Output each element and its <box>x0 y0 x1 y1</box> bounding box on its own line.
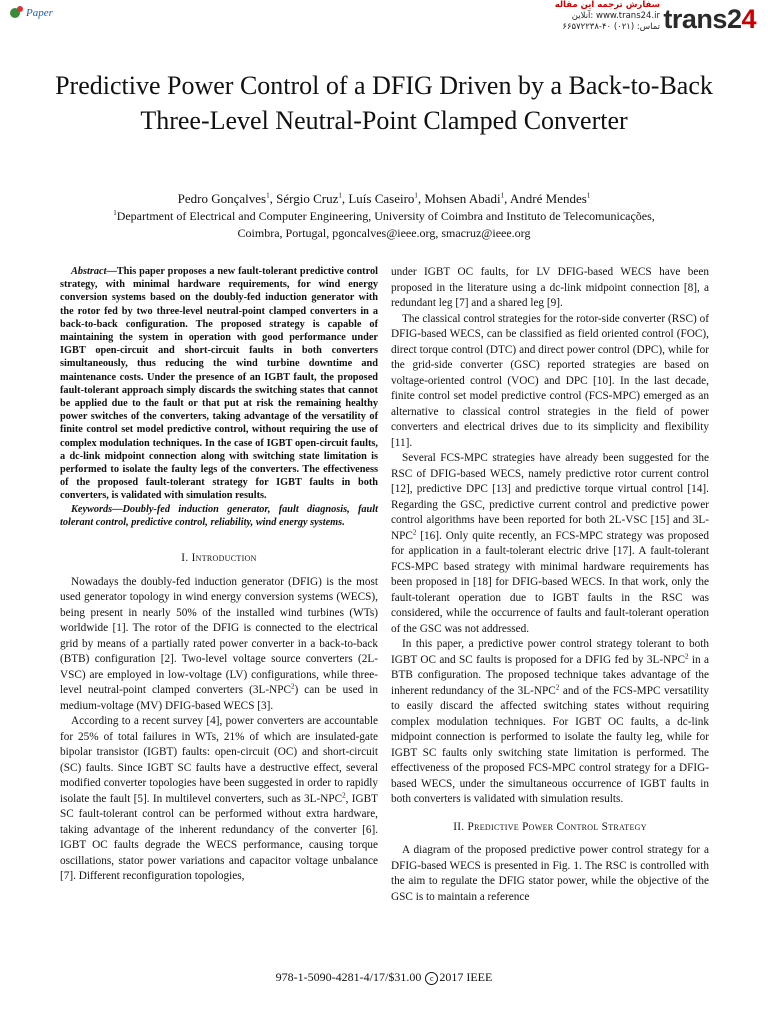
author-affil-mark: 1 <box>500 191 505 200</box>
keywords-label: Keywords <box>71 503 113 515</box>
affil-mark: 1 <box>113 209 117 217</box>
paper-title: Predictive Power Control of a DFIG Driven by a Back-to-Back Three-Level Neutral-Point Clamped Converter <box>55 71 713 135</box>
intro-paragraph-3: The classical control strategies for the rotor-side converter (RSC) of DFIG-based WECS, can be classified as field oriented control (FOC), direct torque control (DTC) and direct power control (DPC), while for the grid-side converter (GSC) reported strategies are based on voltage-oriented control (VOC) and DPC [10]. In the last decade, finite control set model predictive control (FCS-MPC) emerged as an alternative to classical control strategies in the field of power converters and electrical drives due to its simplicity and flexibility [11]. <box>391 312 709 449</box>
intro-paragraph-5: In this paper, a predictive power control strategy tolerant to both IGBT OC and SC faults is proposed for a DFIG fed by 3L-NPC$^2$ in a BTB configuration. The proposed technique takes advantage of the inherent redundancy of the 3L-NPC$^2$ and of the FCS-MPC versatility to easily discard the affected switching states without requiring complex modulation techniques. For IGBT OC faults, a dc-link midpoint connection is performed to isolate the faulty leg, while for IGBT SC faults only switching state limitation is performed. The effectiveness of the proposed FCS-MPC control strategy for a DFIG-based WECS, under the simultaneous occurrence of IGBT faults in both converters is validated with simulation results. <box>391 638 709 805</box>
page-header-banner <box>0 0 768 40</box>
affiliation-line2: Coimbra, Portugal, pgoncalves@ieee.org, smacruz@ieee.org <box>237 226 531 240</box>
abstract-label: Abstract <box>71 266 107 277</box>
intro-paragraph-4: Several FCS-MPC strategies have already been suggested for the RSC of DFIG-based WECS, namely predictive rotor current control [12], predictive DPC [13] and predictive torque virtual control [14]. Regarding the GSC, predictive current control and predictive power control algorithms have been reported for both 2L-VSC [15] and 3L-NPC$^2$ [16]. Only quite recently, an FCS-MPC strategy was proposed for application in a fault-tolerant electric drive [17]. A fault-tolerant FCS-MPC based strategy with minimal hardware requirements has been proposed in [18] for DFIG-based WECS. In that work, only the fault-tolerant operation due to IGBT faults in the RSC was considered, while the occurrence of faults and fault-tolerant operation of the GSC was not addressed. <box>391 452 709 635</box>
author-name: Sérgio Cruz <box>276 191 339 206</box>
translation-ad-text <box>510 0 660 33</box>
author-name: Luís Caseiro <box>348 191 415 206</box>
copyright-icon: c <box>425 972 438 985</box>
trans24-logo <box>663 4 756 35</box>
affiliation <box>40 208 728 242</box>
author-affil-mark: 1 <box>586 191 591 200</box>
footer-isbn: 978-1-5090-4281-4/17/$31.00 <box>275 970 422 984</box>
intro-paragraph-2-continued: under IGBT OC faults, for LV DFIG-based WECS have been proposed in the literature using a dc-link midpoint connection [8], a redundant leg [7] and a shared leg [9]. <box>391 266 709 309</box>
footer-year-org: 2017 IEEE <box>439 970 493 984</box>
keywords-text: —Doubly-fed induction generator, fault diagnosis, fault tolerant control, predictive control, reliability, wind energy systems. <box>60 503 378 528</box>
translation-ad-line1: سفارش ترجمه این مقاله <box>554 0 660 10</box>
page-footer <box>0 970 768 985</box>
right-column <box>391 265 709 905</box>
author-name: Pedro Gonçalves <box>177 191 267 206</box>
abstract-text: —This paper proposes a new fault-tolerant predictive control strategy, with minimal hardware requirements, for wind energy conversion systems based on the doubly-fed induction generator with the rotor fed by two three-level neutral-point clamped converters in a back-to-back configuration. The proposed strategy is capable of maintaining the system in operation with good performance under IGBT open-circuit and short-circuit faults in both converters simultaneously, thus reducing the wind turbine downtime and maintenance costs. Under the presence of an IGBT fault, the proposed fault-tolerant approach simply discards the switching states that cannot be applied due to the fault or that put at risk the remaining healthy power switches of the converters, taking advantage of the versatility of finite control set model predictive control, without requiring the use of complex modulation techniques. In the case of IGBT open-circuit faults, a dc-link midpoint connection along with switching state limitation is performed to isolate the faulty legs of the converters. The effectiveness of the proposed fault-tolerant strategy for IGBT faults in both converters, is validated with simulation results. <box>60 266 378 502</box>
keywords <box>60 503 378 529</box>
author-affil-mark: 1 <box>414 191 418 200</box>
abstract <box>60 265 378 503</box>
left-column <box>60 265 378 885</box>
affiliation-line1: Department of Electrical and Computer Engineering, University of Coimbra and Instituto de Telecomunicações, <box>116 209 655 223</box>
trans24-logo-accent: 4 <box>741 4 756 34</box>
author-affil-mark: 1 <box>338 191 342 200</box>
intro-paragraph-1: Nowadays the doubly-fed induction generator (DFIG) is the most used generator topology in wind energy conversion systems (WECS), being present in nearly 50% of the installed wind turbines (WTs) worldwide [1]. The rotor of the DFIG is connected to the electrical grid by means of a partially rated power converter in a back-to-back (BTB) configuration [2]. Two-level voltage source converters (2L-VSC) are employed in low-voltage (LV) configurations, while three-level neutral-point clamped converters (3L-NPC$^2$) can be used in medium-voltage (MV) DFIG-based WECS [3]. <box>60 575 378 712</box>
section-heading-introduction: I. Introduction <box>181 552 257 565</box>
author-affil-mark: 1 <box>266 191 270 200</box>
author-name: Mohsen Abadi <box>424 191 501 206</box>
trans24-logo-main: trans2 <box>663 4 742 34</box>
strategy-paragraph-1: A diagram of the proposed predictive power control strategy for a DFIG-based WECS is presented in Fig. 1. The RSC is controlled with the aim to regulate the DFIG stator power, while the objective of the GSC is to maintain a reference <box>391 844 709 903</box>
translation-ad-line2: آنلاین: www.trans24.ir <box>571 11 660 21</box>
paper-logo <box>8 2 68 24</box>
section-heading-strategy: II. Predictive Power Control Strategy <box>453 820 647 833</box>
intro-paragraph-2: According to a recent survey [4], power converters are accountable for 25% of total failures in WTs, 21% of which are insulated-gate bipolar transistor (IGBT) faults: open-circuit (OC) and short-circuit (SC) faults. Since IGBT SC faults have a destructive effect, several modified converter topologies have been suggested in order to rapidly isolate the fault [5]. In multilevel converters, such as 3L-NPC$^2$, IGBT SC fault-tolerant control can be performed without extra hardware, taking advantage of the inherent redundancy of the converter [6]. IGBT OC faults degrade the WECS performance, causing torque oscillations, stator power variations and capacitor voltage unbalance [7]. Different reconfiguration topologies, <box>60 715 378 883</box>
author-name: André Mendes <box>509 191 587 206</box>
translation-ad-line3: تماس: (۰۲۱) ۴۰-۶۶۵۷۲۲۳۸ <box>562 22 660 32</box>
svg-text:Paper: Paper <box>26 7 53 19</box>
author-list: Pedro Gonçalves$^1$, Sérgio Cruz$^1$, Luís Caseiro$^1$, Mohsen Abadi$^1$, André Mendes$^1$ <box>177 191 591 206</box>
